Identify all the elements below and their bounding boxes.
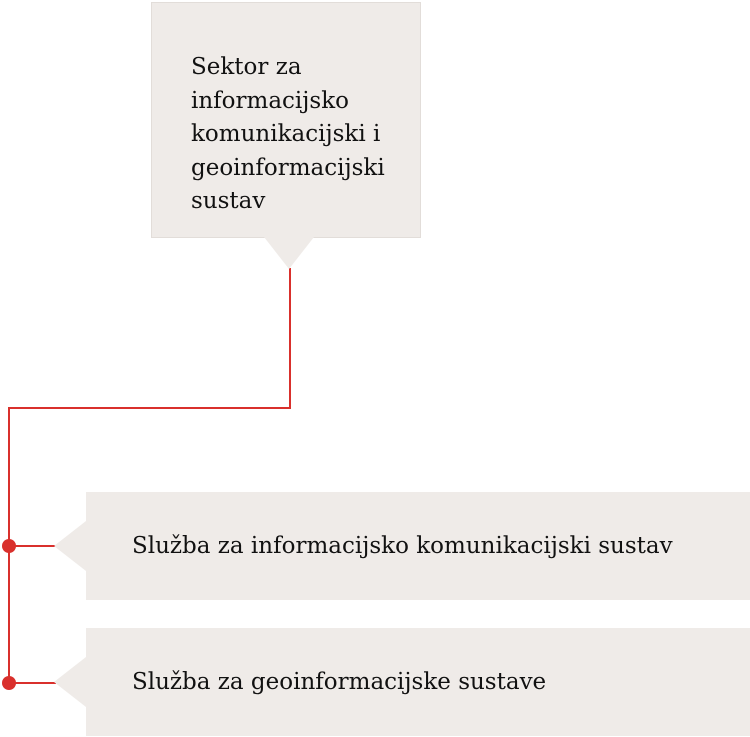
service-pointer-geo: [54, 657, 86, 707]
connector-dot-2: [2, 676, 16, 690]
sector-box: [151, 2, 421, 238]
connector-dot-1: [2, 539, 16, 553]
service-title-geo: Služba za geoinformacijske sustave: [132, 669, 547, 695]
service-box-geo: [86, 628, 750, 736]
service-title-ict: Služba za informacijsko komunikacijski sustav: [132, 533, 673, 559]
service-box-ict: [86, 492, 750, 600]
service-pointer-ict: [54, 521, 86, 571]
sector-pointer: [264, 237, 314, 269]
sector-title: Sektor za informacijsko komunikacijski i geoinformacijski sustav: [191, 54, 385, 214]
connector-trunk: [9, 268, 290, 683]
